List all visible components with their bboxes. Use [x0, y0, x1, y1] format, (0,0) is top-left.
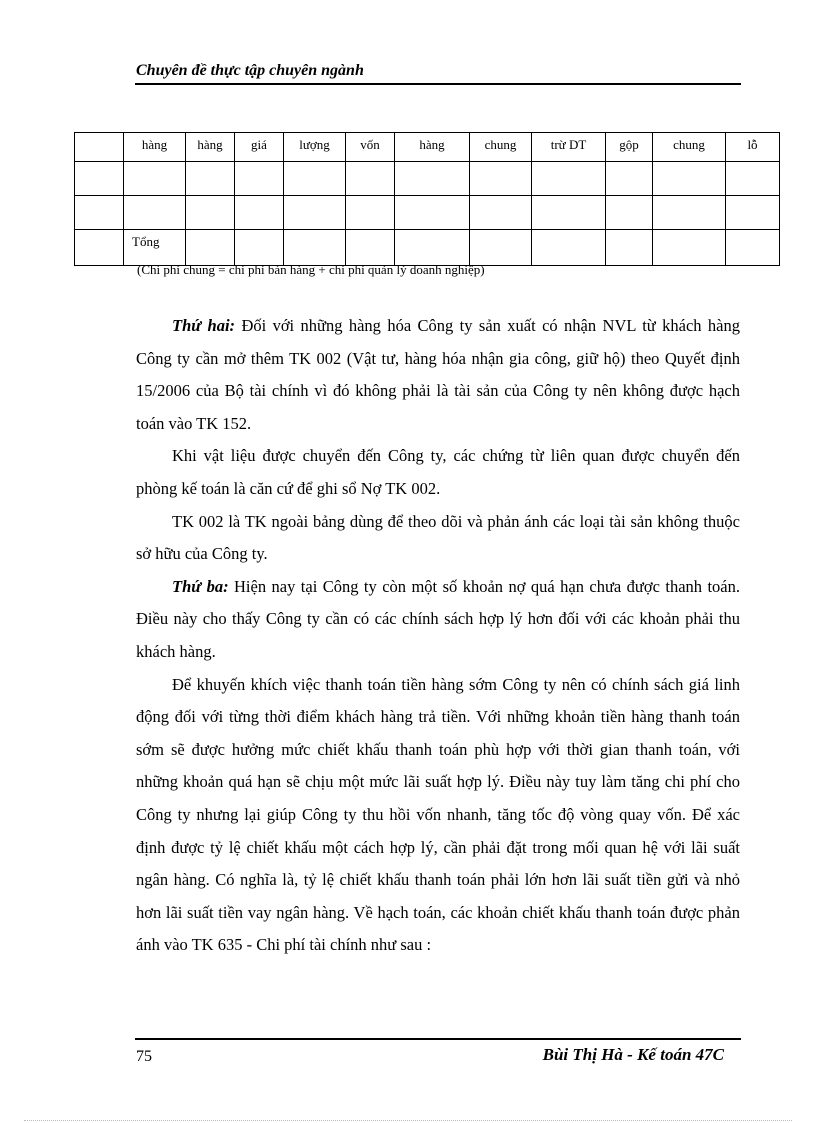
paragraph: [136, 440, 740, 505]
paragraph: [136, 669, 740, 962]
paragraph: [136, 571, 740, 669]
paragraph-text: Khi vật liệu được chuyển đến Công ty, các chứng từ liên quan được chuyển đến phòng kế toán là căn cứ để ghi sổ Nợ TK 002.: [136, 446, 740, 498]
table-header-cell: lỗ: [726, 133, 780, 162]
paragraph: [136, 310, 740, 440]
page-border: [24, 1120, 792, 1121]
paragraph-text: Hiện nay tại Công ty còn một số khoản nợ quá hạn chưa được thanh toán. Điều này cho thấy Công ty cần có các chính sách hợp lý hơn đối với các khoản phải thu khách hàng.: [136, 576, 740, 661]
table-header-cell: lượng: [284, 133, 346, 162]
body-text: [136, 310, 740, 962]
table-total-label: Tổng: [124, 230, 186, 266]
table-header-cell: hàng: [186, 133, 235, 162]
table-header-cell: gộp: [606, 133, 653, 162]
table-row: [75, 162, 780, 196]
table-header-cell: vốn: [346, 133, 395, 162]
header-rule: [135, 83, 741, 85]
table-header-cell: chung: [470, 133, 532, 162]
table-total-row: [75, 230, 780, 266]
table-note: (Chi phí chung = chi phí bán hàng + chi phí quản lý doanh nghiệp): [137, 262, 485, 277]
paragraph-text: TK 002 là TK ngoài bảng dùng để theo dõi và phản ánh các loại tài sản không thuộc sở hữu của Công ty.: [136, 511, 740, 564]
paragraph: [136, 506, 740, 571]
table-header-cell: [75, 133, 124, 162]
paragraph-lead: Thứ ba:: [172, 576, 229, 596]
table-row: [75, 196, 780, 230]
footer-author: Bùi Thị Hà - Kế toán 47C: [542, 1045, 724, 1064]
table-header-cell: chung: [653, 133, 726, 162]
paragraph-text: Đối với những hàng hóa Công ty sản xuất có nhận NVL từ khách hàng Công ty cần mở thêm TK 002 (Vật tư, hàng hóa nhận gia công, giữ hộ) theo Quyết định 15/2006 của Bộ tài chính vì đó không phải là tài sản của Công ty nên không được hạch toán vào TK 152.: [136, 316, 740, 433]
table-header-cell: hàng: [124, 133, 186, 162]
table-header-cell: giá: [235, 133, 284, 162]
table-header-cell: hàng: [395, 133, 470, 162]
paragraph-text: Để khuyến khích việc thanh toán tiền hàng sớm Công ty nên có chính sách giá linh động đối với từng thời điểm khách hàng trả tiền. Với những khoản tiền hàng thanh toán sớm sẽ được hưởng mức chiết khấu thanh toán phù hợp với thời gian thanh toán, với những khoản quá hạn sẽ chịu một mức lãi suất hợp lý. Điều này tuy làm tăng chi phí cho Công ty nhưng lại giúp Công ty thu hồi vốn nhanh, tăng tốc độ vòng quay vốn. Để xác định được tỷ lệ chiết khấu một cách hợp lý, cần phải đặt trong mối quan hệ với lãi suất ngân hàng. Có nghĩa là, tỷ lệ chiết khấu thanh toán phải lớn hơn lãi suất tiền gửi và nhỏ hơn lãi suất tiền vay ngân hàng. Về hạch toán, các khoản chiết khấu thanh toán được phản ánh vào TK 635 - Chi phí tài chính như sau :: [136, 674, 740, 955]
page-header-title: Chuyên đề thực tập chuyên ngành: [136, 62, 364, 79]
page-number: 75: [136, 1048, 152, 1065]
paragraph-lead: Thứ hai:: [172, 316, 236, 335]
table-header-row: [75, 133, 780, 162]
table-header-cell: trừ DT: [532, 133, 606, 162]
summary-table: [74, 132, 780, 266]
footer-rule: [135, 1038, 741, 1040]
